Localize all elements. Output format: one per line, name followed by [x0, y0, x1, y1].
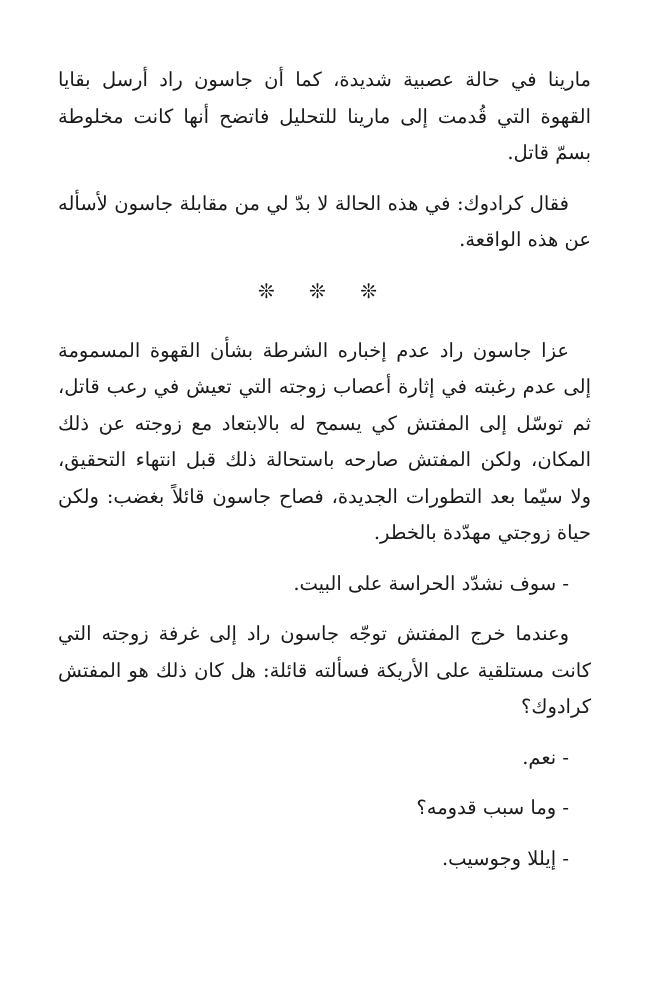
section-divider: ❊ ❊ ❊: [258, 278, 391, 303]
dialogue-line-3: - وما سبب قدومه؟: [416, 796, 569, 819]
paragraph-1: مارينا في حالة عصبية شديدة، كما أن جاسون راد أرسل بقايا القهوة التي قُدمت إلى مارينا للتحليل فاتضح أنها كانت مخلوطة بسمّ قاتل.: [58, 68, 591, 164]
dialogue-line-1: - سوف نشدّد الحراسة على البيت.: [293, 571, 569, 595]
paragraph-4: وعندما خرج المفتش توجّه جاسون راد إلى غرفة زوجته التي كانت مستلقية على الأريكة فسألته قائلة: هل كان ذلك هو المفتش كرادوك؟: [58, 622, 591, 718]
paragraph-2: فقال كرادوك: في هذه الحالة لا بدّ لي من مقابلة جاسون لأسأله عن هذه الواقعة.: [58, 191, 591, 251]
book-page: [58, 62, 591, 891]
paragraph-3: عزا جاسون راد عدم إخباره الشرطة بشأن القهوة المسمومة إلى عدم رغبته في إثارة أعصاب زوجته التي تعيش في رعب قاتل، ثم توسّل إلى المفتش كي يسمح له بالابتعاد مع زوجته عن ذلك المكان، ولكن المفتش صارحه باستحالة ذلك قبل انتهاء التحقيق، ولا سيّما بعد التطورات الجديدة، فصاح جاسون قائلاً بغضب: ولكن حياة زوجتي مهدّدة بالخطر.: [58, 338, 591, 544]
dialogue-line-2: - نعم.: [522, 745, 569, 769]
dialogue-line-4: - إيللا وجوسيب.: [441, 846, 569, 870]
